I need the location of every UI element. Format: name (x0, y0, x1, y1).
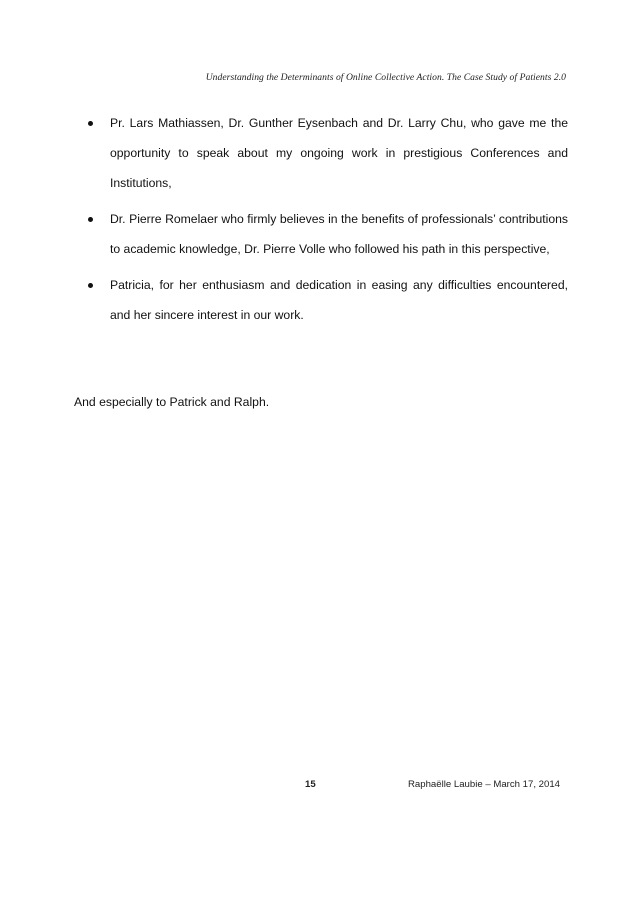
acknowledgement-text: Dr. Pierre Romelaer who firmly believes in the benefits of professionals’ contributions to academic knowledge, Dr. Pierre Volle who followed his path in this perspective, (110, 212, 568, 256)
acknowledgement-text: Pr. Lars Mathiassen, Dr. Gunther Eysenbach and Dr. Larry Chu, who gave me the opportunity to speak about my ongoing work in prestigious Conferences and Institutions, (110, 116, 568, 190)
footer-credit: Raphaëlle Laubie – March 17, 2014 (408, 779, 561, 790)
bullet-icon (88, 283, 93, 288)
bullet-icon (88, 121, 93, 126)
acknowledgement-text: Patricia, for her enthusiasm and dedication in easing any difficulties encountered, and her sincere interest in our work. (110, 278, 568, 322)
acknowledgement-list (74, 108, 568, 330)
acknowledgement-item (74, 270, 568, 330)
page-footer (0, 779, 638, 795)
acknowledgement-item (74, 204, 568, 264)
page-number: 15 (305, 779, 316, 790)
bullet-icon (88, 217, 93, 222)
acknowledgement-item (74, 108, 568, 198)
closing-line: And especially to Patrick and Ralph. (74, 395, 270, 409)
running-header: Understanding the Determinants of Online Collective Action. The Case Study of Patients 2.0 (205, 72, 566, 83)
